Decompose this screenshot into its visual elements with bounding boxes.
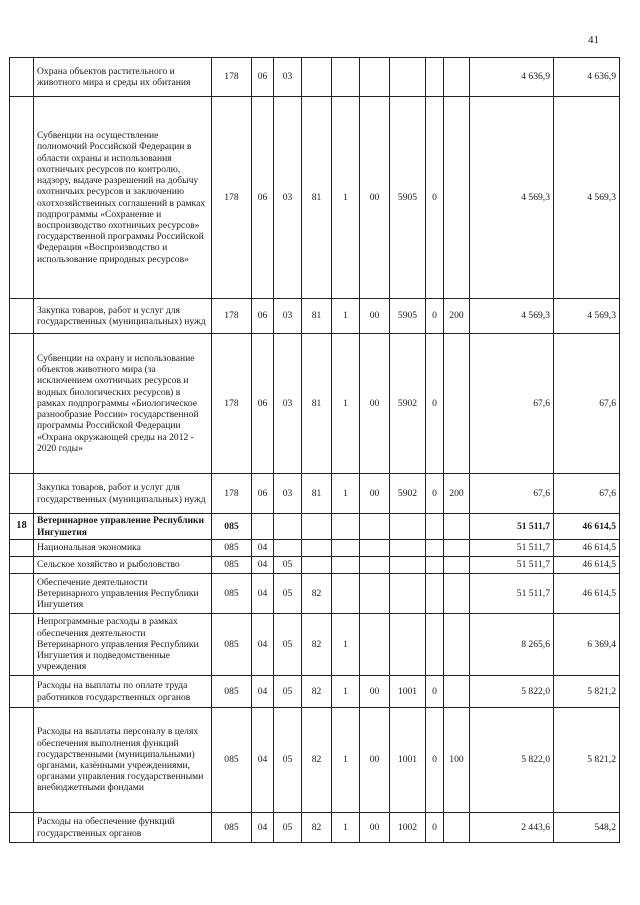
amount-plan-cell: 5 822,0: [470, 676, 554, 708]
subsection-code-cell: 03: [274, 299, 302, 334]
program-code-cell: 82: [302, 574, 332, 614]
extra-code-cell: [426, 557, 444, 574]
section-code-cell: 04: [252, 676, 274, 708]
item-name-cell: Расходы на выплаты персоналу в целях обеспечения выполнения функций государственными (муниципальными) органами, казёнными учреждениями, органами управления государственными внебюджетными фондами: [34, 708, 212, 813]
ministry-code-cell: 085: [212, 557, 252, 574]
amount-plan-cell: 8 265,6: [470, 614, 554, 676]
item-name-cell: Закупка товаров, работ и услуг для государственных (муниципальных) нужд: [34, 299, 212, 334]
section-code-cell: 06: [252, 474, 274, 514]
table-row: [10, 334, 620, 474]
item-name-cell: Обеспечение деятельности Ветеринарного управления Республики Ингушетия: [34, 574, 212, 614]
row-number-cell: [10, 474, 34, 514]
ministry-code-cell: 085: [212, 708, 252, 813]
amount-plan-cell: 2 443,6: [470, 813, 554, 843]
section-code-cell: 06: [252, 97, 274, 299]
amount-plan-cell: 4 569,3: [470, 299, 554, 334]
event-code-cell: 00: [360, 334, 390, 474]
item-name-cell: Расходы на выплаты по оплате труда работников государственных органов: [34, 676, 212, 708]
amount-actual-cell: 67,6: [554, 334, 620, 474]
row-number-cell: [10, 557, 34, 574]
subsection-code-cell: 05: [274, 708, 302, 813]
amount-plan-cell: 51 511,7: [470, 540, 554, 557]
row-number-cell: [10, 334, 34, 474]
amount-actual-cell: 5 821,2: [554, 708, 620, 813]
table-row: [10, 614, 620, 676]
amount-actual-cell: 5 821,2: [554, 676, 620, 708]
amount-plan-cell: 51 511,7: [470, 514, 554, 540]
subprogram-code-cell: 1: [332, 708, 360, 813]
extra-code-cell: [426, 574, 444, 614]
program-code-cell: 81: [302, 474, 332, 514]
table-row: [10, 474, 620, 514]
amount-actual-cell: 46 614,5: [554, 557, 620, 574]
section-code-cell: 06: [252, 299, 274, 334]
program-code-cell: [302, 540, 332, 557]
expense-type-code-cell: [444, 813, 470, 843]
expense-type-code-cell: [444, 676, 470, 708]
ministry-code-cell: 178: [212, 58, 252, 97]
row-number-cell: [10, 58, 34, 97]
item-name-cell: Субвенции на охрану и использование объектов животного мира (за исключением охотничьих ресурсов и водных биологических ресурсов) в рамках подпрограммы «Биологическое разнообразие России» государственной программы Российской Федерации «Охрана окружающей среды на 2012 - 2020 годы»: [34, 334, 212, 474]
direction-code-cell: 5902: [390, 474, 426, 514]
table-row: [10, 299, 620, 334]
event-code-cell: [360, 540, 390, 557]
item-name-cell: Охрана объектов растительного и животного мира и среды их обитания: [34, 58, 212, 97]
event-code-cell: 00: [360, 474, 390, 514]
extra-code-cell: 0: [426, 813, 444, 843]
row-number-cell: [10, 299, 34, 334]
table-row: [10, 574, 620, 614]
section-code-cell: 04: [252, 557, 274, 574]
amount-actual-cell: 4 569,3: [554, 299, 620, 334]
direction-code-cell: [390, 574, 426, 614]
direction-code-cell: [390, 58, 426, 97]
table-row: [10, 557, 620, 574]
amount-plan-cell: 4 569,3: [470, 97, 554, 299]
row-number-cell: [10, 540, 34, 557]
amount-actual-cell: 67,6: [554, 474, 620, 514]
ministry-code-cell: 178: [212, 474, 252, 514]
amount-plan-cell: 4 636,9: [470, 58, 554, 97]
extra-code-cell: [426, 540, 444, 557]
program-code-cell: [302, 58, 332, 97]
ministry-code-cell: 178: [212, 97, 252, 299]
ministry-code-cell: 178: [212, 334, 252, 474]
extra-code-cell: 0: [426, 97, 444, 299]
table-row: [10, 540, 620, 557]
amount-actual-cell: 46 614,5: [554, 574, 620, 614]
row-number-cell: [10, 97, 34, 299]
section-code-cell: [252, 514, 274, 540]
section-code-cell: 06: [252, 334, 274, 474]
expense-type-code-cell: [444, 58, 470, 97]
expense-type-code-cell: [444, 614, 470, 676]
amount-actual-cell: 46 614,5: [554, 540, 620, 557]
subprogram-code-cell: 1: [332, 474, 360, 514]
subsection-code-cell: 05: [274, 574, 302, 614]
item-name-cell: Национальная экономика: [34, 540, 212, 557]
event-code-cell: 00: [360, 676, 390, 708]
extra-code-cell: [426, 58, 444, 97]
item-name-cell: Непрограммные расходы в рамках обеспечения деятельности Ветеринарного управления Республики Ингушетия и подведомственные учреждения: [34, 614, 212, 676]
program-code-cell: 81: [302, 299, 332, 334]
amount-plan-cell: 51 511,7: [470, 574, 554, 614]
row-number-cell: [10, 614, 34, 676]
subsection-code-cell: 05: [274, 676, 302, 708]
program-code-cell: [302, 557, 332, 574]
subprogram-code-cell: [332, 557, 360, 574]
extra-code-cell: [426, 614, 444, 676]
row-number-cell: 18: [10, 514, 34, 540]
event-code-cell: [360, 58, 390, 97]
subsection-code-cell: [274, 514, 302, 540]
table-row: [10, 813, 620, 843]
event-code-cell: 00: [360, 97, 390, 299]
expense-type-code-cell: [444, 334, 470, 474]
subprogram-code-cell: 1: [332, 813, 360, 843]
program-code-cell: [302, 514, 332, 540]
expense-type-code-cell: 200: [444, 474, 470, 514]
subsection-code-cell: 05: [274, 614, 302, 676]
row-number-cell: [10, 574, 34, 614]
subprogram-code-cell: 1: [332, 614, 360, 676]
item-name-cell: Расходы на обеспечение функций государственных органов: [34, 813, 212, 843]
program-code-cell: 81: [302, 334, 332, 474]
ministry-code-cell: 085: [212, 813, 252, 843]
budget-table: [9, 57, 620, 843]
item-name-cell: Субвенции на осуществление полномочий Российской Федерации в области охраны и использования охотничьих ресурсов по контролю, надзору, выдаче разрешений на добычу охотничьих ресурсов и заключению охотхозяйственных соглашений в рамках подпрограммы «Сохранение и воспроизводство охотничьих ресурсов» государственной программы Российской Федерация «Воспроизводство и использование природных ресурсов»: [34, 97, 212, 299]
event-code-cell: [360, 514, 390, 540]
expense-type-code-cell: [444, 514, 470, 540]
program-code-cell: 82: [302, 676, 332, 708]
extra-code-cell: 0: [426, 708, 444, 813]
program-code-cell: 81: [302, 97, 332, 299]
direction-code-cell: 5905: [390, 299, 426, 334]
event-code-cell: 00: [360, 708, 390, 813]
ministry-code-cell: 178: [212, 299, 252, 334]
subsection-code-cell: 05: [274, 557, 302, 574]
subprogram-code-cell: 1: [332, 676, 360, 708]
subprogram-code-cell: [332, 514, 360, 540]
ministry-code-cell: 085: [212, 574, 252, 614]
direction-code-cell: [390, 540, 426, 557]
direction-code-cell: [390, 614, 426, 676]
program-code-cell: 82: [302, 614, 332, 676]
direction-code-cell: 1002: [390, 813, 426, 843]
event-code-cell: [360, 557, 390, 574]
subprogram-code-cell: 1: [332, 299, 360, 334]
amount-actual-cell: 4 636,9: [554, 58, 620, 97]
ministry-code-cell: 085: [212, 514, 252, 540]
subsection-code-cell: 03: [274, 474, 302, 514]
ministry-code-cell: 085: [212, 676, 252, 708]
subsection-code-cell: 03: [274, 97, 302, 299]
row-number-cell: [10, 813, 34, 843]
subprogram-code-cell: [332, 574, 360, 614]
section-code-cell: 04: [252, 708, 274, 813]
amount-plan-cell: 5 822,0: [470, 708, 554, 813]
table-row: [10, 58, 620, 97]
event-code-cell: [360, 614, 390, 676]
direction-code-cell: [390, 514, 426, 540]
section-code-cell: 04: [252, 540, 274, 557]
section-code-cell: 04: [252, 614, 274, 676]
subsection-code-cell: 03: [274, 334, 302, 474]
amount-actual-cell: 6 369,4: [554, 614, 620, 676]
amount-plan-cell: 51 511,7: [470, 557, 554, 574]
extra-code-cell: 0: [426, 334, 444, 474]
event-code-cell: 00: [360, 813, 390, 843]
amount-plan-cell: 67,6: [470, 474, 554, 514]
ministry-code-cell: 085: [212, 540, 252, 557]
section-code-cell: 04: [252, 574, 274, 614]
amount-actual-cell: 548,2: [554, 813, 620, 843]
expense-type-code-cell: [444, 557, 470, 574]
section-code-cell: 04: [252, 813, 274, 843]
table-row: [10, 676, 620, 708]
direction-code-cell: 5905: [390, 97, 426, 299]
direction-code-cell: [390, 557, 426, 574]
extra-code-cell: 0: [426, 474, 444, 514]
amount-actual-cell: 46 614,5: [554, 514, 620, 540]
direction-code-cell: 5902: [390, 334, 426, 474]
subprogram-code-cell: [332, 58, 360, 97]
table-row: [10, 708, 620, 813]
extra-code-cell: [426, 514, 444, 540]
subsection-code-cell: [274, 540, 302, 557]
expense-type-code-cell: [444, 574, 470, 614]
subsection-code-cell: 05: [274, 813, 302, 843]
subprogram-code-cell: [332, 540, 360, 557]
table-row: [10, 514, 620, 540]
extra-code-cell: 0: [426, 676, 444, 708]
program-code-cell: 82: [302, 708, 332, 813]
expense-type-code-cell: 200: [444, 299, 470, 334]
section-code-cell: 06: [252, 58, 274, 97]
item-name-cell: Ветеринарное управление Республики Ингушетия: [34, 514, 212, 540]
table-body: [10, 58, 620, 843]
event-code-cell: 00: [360, 299, 390, 334]
page-number: 41: [588, 34, 599, 46]
row-number-cell: [10, 708, 34, 813]
subsection-code-cell: 03: [274, 58, 302, 97]
direction-code-cell: 1001: [390, 708, 426, 813]
row-number-cell: [10, 676, 34, 708]
program-code-cell: 82: [302, 813, 332, 843]
direction-code-cell: 1001: [390, 676, 426, 708]
table-row: [10, 97, 620, 299]
item-name-cell: Закупка товаров, работ и услуг для государственных (муниципальных) нужд: [34, 474, 212, 514]
amount-actual-cell: 4 569,3: [554, 97, 620, 299]
expense-type-code-cell: 100: [444, 708, 470, 813]
extra-code-cell: 0: [426, 299, 444, 334]
item-name-cell: Сельское хозяйство и рыболовство: [34, 557, 212, 574]
subprogram-code-cell: 1: [332, 97, 360, 299]
subprogram-code-cell: 1: [332, 334, 360, 474]
ministry-code-cell: 085: [212, 614, 252, 676]
event-code-cell: [360, 574, 390, 614]
expense-type-code-cell: [444, 540, 470, 557]
expense-type-code-cell: [444, 97, 470, 299]
amount-plan-cell: 67,6: [470, 334, 554, 474]
